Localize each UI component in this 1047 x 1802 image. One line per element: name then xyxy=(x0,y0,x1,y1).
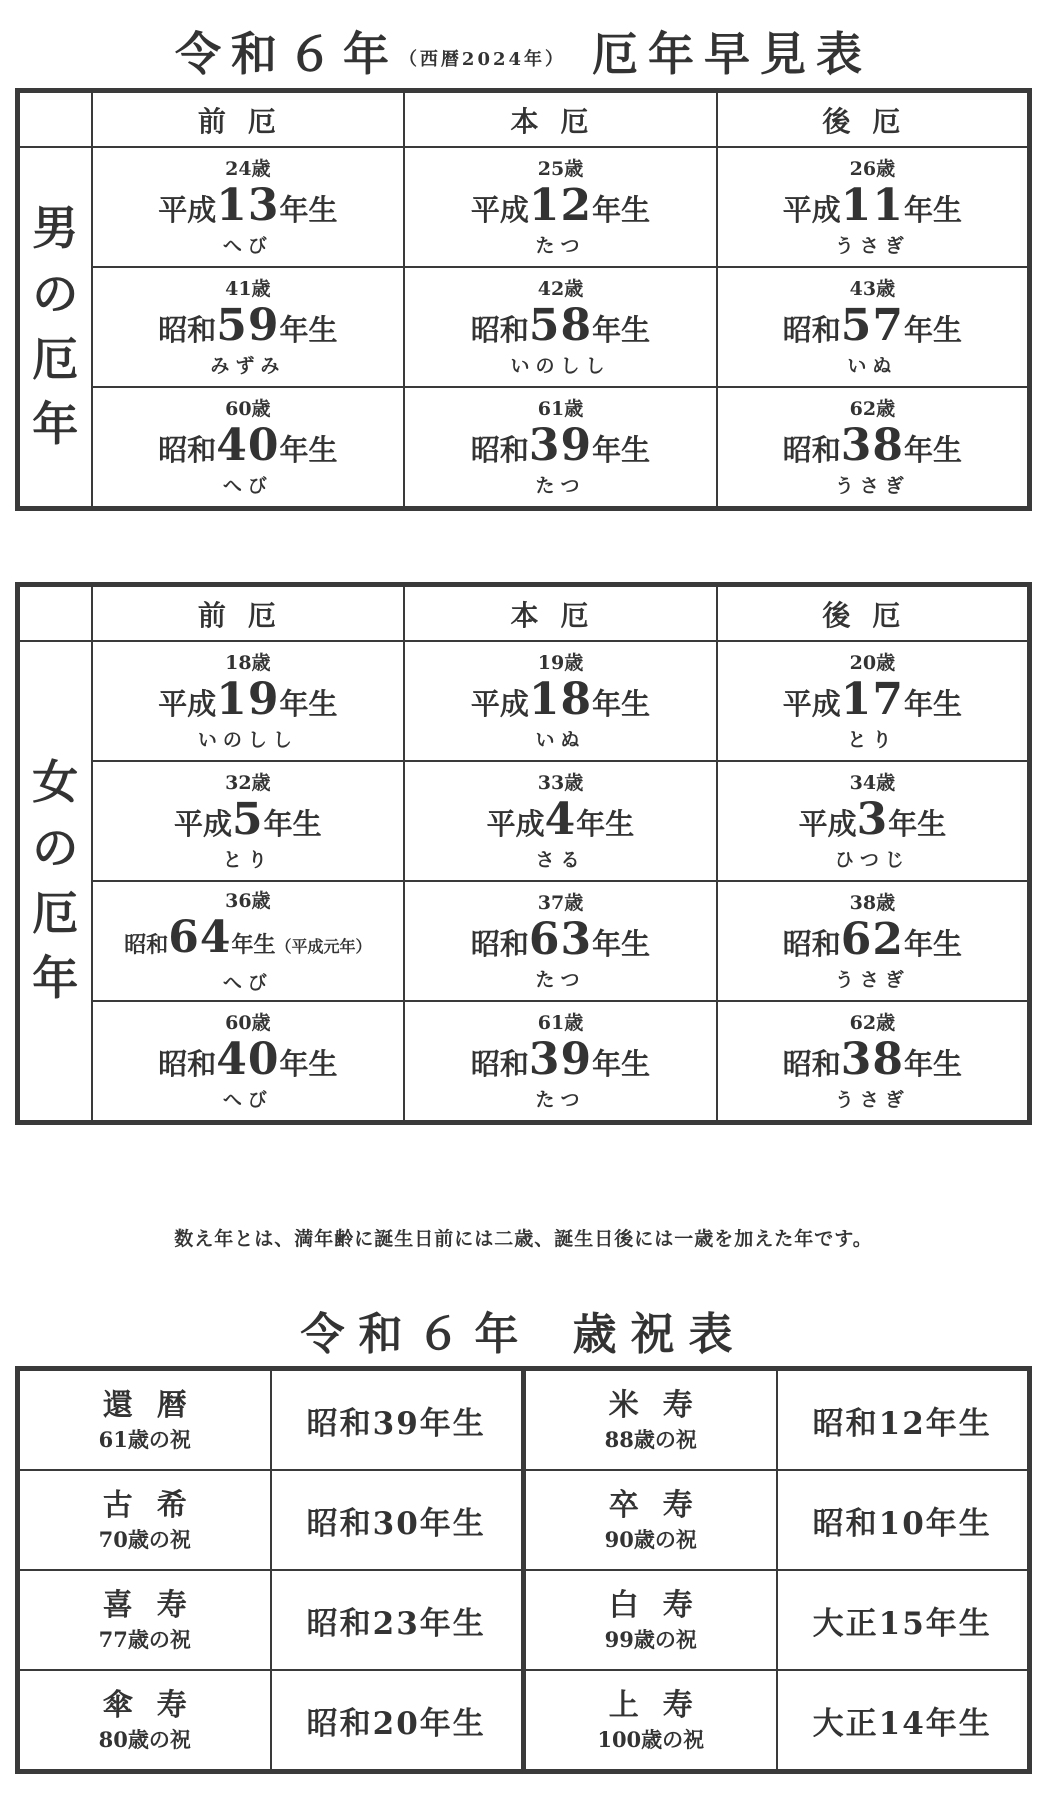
celebration-title-suffix: 歳祝表 xyxy=(572,1309,747,1360)
yaku-cell: 19歳 平成18年生 いぬ xyxy=(404,641,717,761)
celebration-name-cell: 卒寿 90歳の祝 xyxy=(524,1470,777,1570)
header-honyaku: 本厄 xyxy=(404,91,717,148)
celebration-name-cell: 古希 70歳の祝 xyxy=(18,1470,271,1570)
yaku-cell: 26歳 平成11年生 うさぎ xyxy=(717,147,1030,267)
header-corner xyxy=(18,91,92,148)
table-row xyxy=(18,1570,1030,1670)
female-side-label: 女 の 厄 年 xyxy=(18,641,92,1123)
yaku-cell: 42歳 昭和58年生 いのしし xyxy=(404,267,717,387)
table-row xyxy=(18,147,1030,267)
celebration-year-cell: 昭和12年生 xyxy=(777,1369,1030,1471)
table-row xyxy=(18,761,1030,881)
celebration-year-cell: 昭和39年生 xyxy=(271,1369,524,1471)
header-atoyaku: 後厄 xyxy=(717,91,1030,148)
yaku-cell: 62歳 昭和38年生 うさぎ xyxy=(717,387,1030,509)
table-row xyxy=(18,1001,1030,1123)
table-row xyxy=(18,1369,1030,1471)
celebration-name-cell: 傘寿 80歳の祝 xyxy=(18,1670,271,1772)
kazoedoshi-note: 数え年とは、満年齢に誕生日前には二歳、誕生日後には一歳を加えた年です。 xyxy=(174,1228,873,1250)
header-corner xyxy=(18,585,92,642)
yaku-cell: 37歳 昭和63年生 たつ xyxy=(404,881,717,1001)
celebration-year-cell: 大正14年生 xyxy=(777,1670,1030,1772)
title-suffix: 厄年早見表 xyxy=(592,27,873,81)
yaku-cell: 20歳 平成17年生 とり xyxy=(717,641,1030,761)
celebration-year-cell: 昭和30年生 xyxy=(271,1470,524,1570)
celebration-name-cell: 上寿 100歳の祝 xyxy=(524,1670,777,1772)
yaku-cell: 25歳 平成12年生 たつ xyxy=(404,147,717,267)
header-honyaku: 本厄 xyxy=(404,585,717,642)
celebration-title xyxy=(0,1298,1047,1362)
yaku-cell: 36歳 昭和64年生（平成元年） へび xyxy=(92,881,405,1001)
header-atoyaku: 後厄 xyxy=(717,585,1030,642)
female-header-row xyxy=(18,585,1030,642)
male-side-label: 男 の 厄 年 xyxy=(18,147,92,509)
celebration-name-cell: 米寿 88歳の祝 xyxy=(524,1369,777,1471)
yaku-cell: 61歳 昭和39年生 たつ xyxy=(404,387,717,509)
celebration-table xyxy=(15,1366,1032,1774)
celebration-year-cell: 昭和20年生 xyxy=(271,1670,524,1772)
yaku-cell: 62歳 昭和38年生 うさぎ xyxy=(717,1001,1030,1123)
celebration-title-prefix: 令和６年 xyxy=(300,1309,533,1360)
yaku-cell: 18歳 平成19年生 いのしし xyxy=(92,641,405,761)
yaku-cell: 33歳 平成4年生 さる xyxy=(404,761,717,881)
yaku-cell: 38歳 昭和62年生 うさぎ xyxy=(717,881,1030,1001)
female-yakudoshi-table xyxy=(15,582,1032,1125)
table-row xyxy=(18,641,1030,761)
celebration-name-cell: 還暦 61歳の祝 xyxy=(18,1369,271,1471)
table-row xyxy=(18,1670,1030,1772)
table-row xyxy=(18,267,1030,387)
header-maeyaku: 前厄 xyxy=(92,91,405,148)
yaku-cell: 43歳 昭和57年生 いぬ xyxy=(717,267,1030,387)
table-row xyxy=(18,387,1030,509)
title-prefix: 令和６年 xyxy=(174,27,399,81)
male-header-row xyxy=(18,91,1030,148)
celebration-year-cell: 昭和10年生 xyxy=(777,1470,1030,1570)
header-maeyaku: 前厄 xyxy=(92,585,405,642)
yaku-cell: 41歳 昭和59年生 みずみ xyxy=(92,267,405,387)
yaku-cell: 34歳 平成3年生 ひつじ xyxy=(717,761,1030,881)
page-title xyxy=(0,18,1047,84)
yaku-cell: 60歳 昭和40年生 へび xyxy=(92,387,405,509)
table-row xyxy=(18,881,1030,1001)
yaku-cell: 61歳 昭和39年生 たつ xyxy=(404,1001,717,1123)
heisei-gannen-note: （平成元年） xyxy=(275,936,372,956)
table-row xyxy=(18,1470,1030,1570)
yaku-cell: 32歳 平成5年生 とり xyxy=(92,761,405,881)
celebration-year-cell: 昭和23年生 xyxy=(271,1570,524,1670)
celebration-year-cell: 大正15年生 xyxy=(777,1570,1030,1670)
celebration-name-cell: 喜寿 77歳の祝 xyxy=(18,1570,271,1670)
yaku-cell: 60歳 昭和40年生 へび xyxy=(92,1001,405,1123)
male-yakudoshi-table xyxy=(15,88,1032,511)
celebration-name-cell: 白寿 99歳の祝 xyxy=(524,1570,777,1670)
yaku-cell: 24歳 平成13年生 へび xyxy=(92,147,405,267)
title-western-year: （西暦2024年） xyxy=(398,49,567,70)
